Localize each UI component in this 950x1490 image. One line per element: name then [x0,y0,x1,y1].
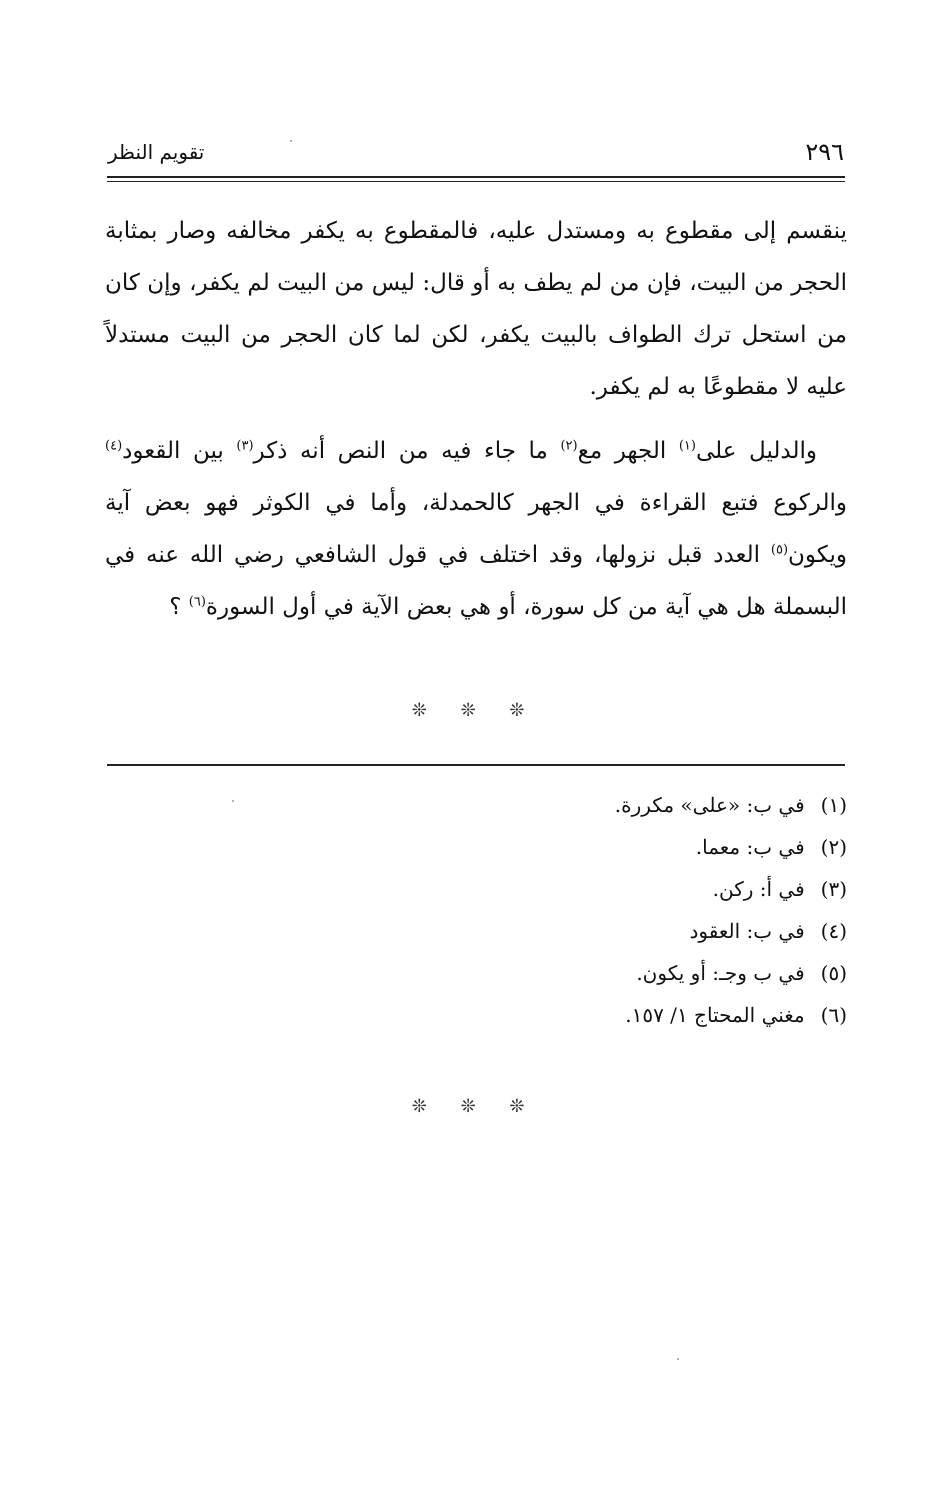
footnote-list [400,784,847,1036]
book-title: تقويم النظر [108,140,205,164]
header-rule [107,176,845,178]
footnote-item [400,826,847,868]
footnote-ref-2: (٢) [560,438,578,454]
text-segment: ما جاء فيه من النص أنه ذكر [253,438,561,464]
text-segment: والركوع فتبع القراءة في الجهر كالحمدلة، وأما في الكوثر فهو بعض آية ويكون [105,490,847,568]
footnote-ref-6: (٦) [188,594,206,610]
footnote-number: (١) [820,793,847,817]
footnote-text: في ب: «على» مكررة. [614,793,805,817]
main-text [105,205,847,633]
paragraph-2 [105,425,847,633]
footnote-number: (٤) [820,919,847,943]
footnote-number: (٣) [820,877,847,901]
page-header [108,138,844,174]
scan-speck [677,1358,679,1360]
scan-speck [232,800,234,802]
text-segment: بين القعود [122,438,237,464]
footnote-item [400,868,847,910]
footnote-number: (٥) [820,961,847,985]
footnote-rule [107,764,845,766]
footnote-ref-1: (١) [678,438,696,454]
footnote-number: (٦) [820,1003,847,1027]
footnote-text: مغني المحتاج ١/ ١٥٧. [625,1003,805,1027]
footnote-ref-5: (٥) [770,542,789,558]
footnote-text: في ب: معما. [695,835,805,859]
footnote-text: في أ: ركن. [712,877,805,901]
footnote-ref-4: (٤) [105,438,123,454]
footnote-text: في ب: العقود [689,919,805,943]
footnote-number: (٢) [820,835,847,859]
footnote-item [400,952,847,994]
scan-speck [290,140,292,142]
text-segment: العدد قبل نزولها، وقد اختلف في قول الشافعي رضي الله عنه في البسملة هل هي آية من كل سورة، أو هي بعض الآية في أول السورة [105,542,847,620]
footnote-item [400,994,847,1036]
text-segment: الجهر مع [577,438,679,464]
footnote-item [400,784,847,826]
page-number: ٢٩٦ [805,138,844,166]
footnote-ref-3: (٣) [236,438,254,454]
header-rule-thin [107,181,845,182]
section-separator-stars: ❊ ❊ ❊ [411,700,539,721]
footnote-text: في ب وجـ: أو يكون. [636,961,805,985]
footnote-item [400,910,847,952]
text-segment: ؟ [169,594,189,620]
paragraph-1: ينقسم إلى مقطوع به ومستدل عليه، فالمقطوع به يكفر مخالفه وصار بمثابة الحجر من البيت، فإن من لم يطف به أو قال: ليس من البيت لم يكفر، وإن كان من استحل ترك الطواف بالبيت يكفر، لكن لما كان الحجر من البيت مستدلاً عليه لا مقطوعًا به لم يكفر. [105,218,847,400]
text-segment: والدليل على [695,438,817,464]
end-separator-stars: ❊ ❊ ❊ [411,1096,539,1117]
